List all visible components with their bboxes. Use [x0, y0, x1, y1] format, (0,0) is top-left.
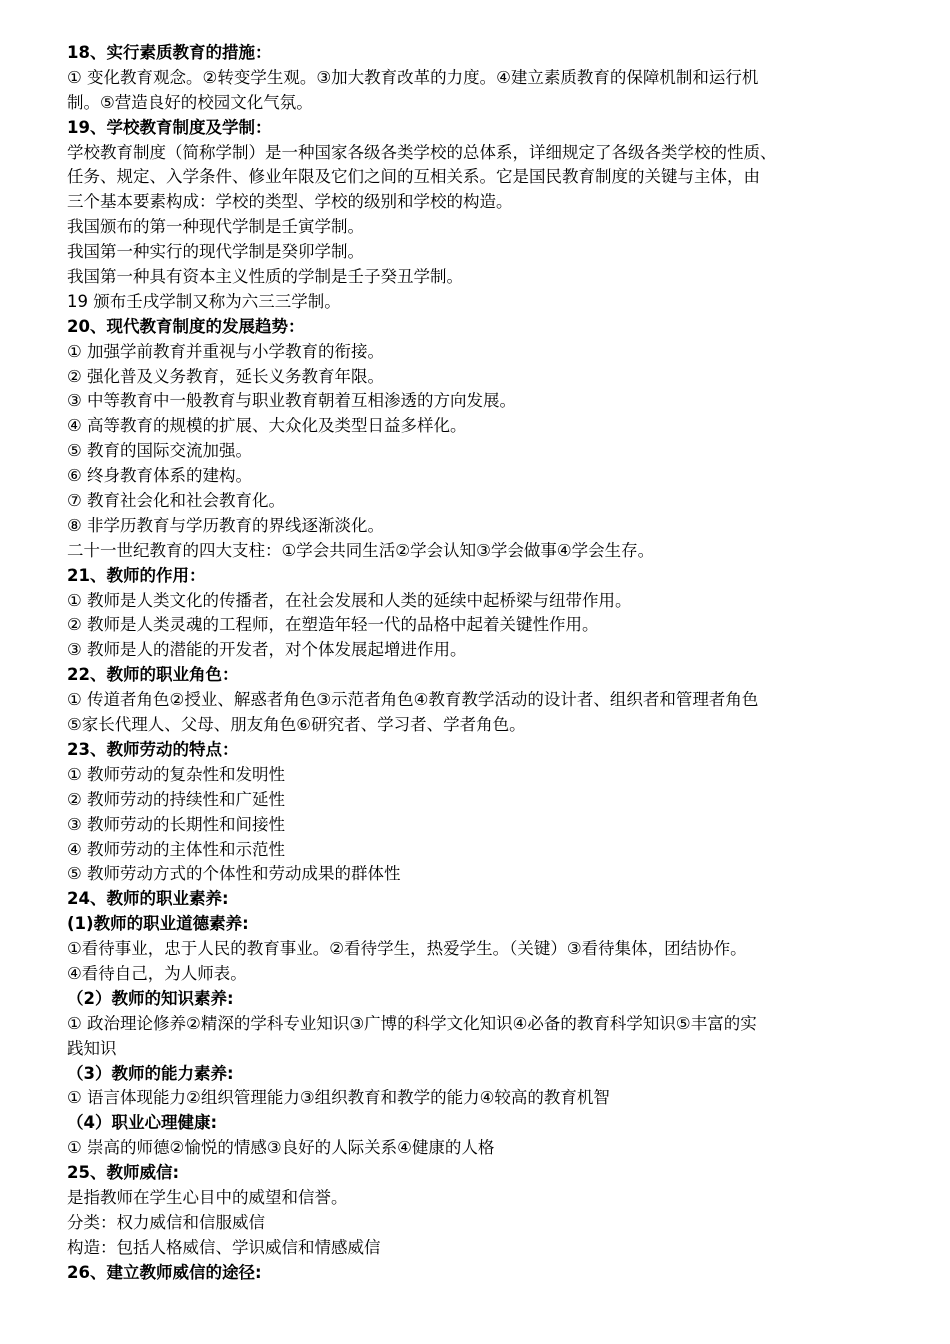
text-line: ④看待自己，为人师表。 — [67, 963, 247, 983]
text-line: ② 教师是人类灵魂的工程师，在塑造年轻一代的品格中起着关键性作用。 — [67, 615, 599, 635]
text-line: ① 加强学前教育并重视与小学教育的衔接。 — [67, 341, 385, 361]
text-line: ① 语言体现能力②组织管理能力③组织教育和教学的能力④较高的教育机智 — [67, 1088, 610, 1108]
text-line: ③ 教师是人的潜能的开发者，对个体发展起增进作用。 — [67, 640, 467, 660]
text-line: ① 变化教育观念。②转变学生观。③加大教育改革的力度。④建立素质教育的保障机制和运行机 — [67, 67, 759, 87]
section-heading: （4）职业心理健康: — [67, 1113, 218, 1133]
text-line: 二十一世纪教育的四大支柱：①学会共同生活②学会认知③学会做事④学会生存。 — [67, 540, 655, 560]
text-line: ⑤ 教师劳动方式的个体性和劳动成果的群体性 — [67, 864, 401, 884]
section-heading: 23、教师劳动的特点： — [67, 739, 239, 759]
text-line: 制。⑤营造良好的校园文化气氛。 — [67, 92, 313, 112]
text-line: ④ 教师劳动的主体性和示范性 — [67, 839, 286, 859]
section-heading: (1)教师的职业道德素养: — [67, 914, 249, 934]
section-heading: 20、现代教育制度的发展趋势： — [67, 316, 305, 336]
text-line: 任务、规定、入学条件、修业年限及它们之间的互相关系。它是国民教育制度的关键与主体，由 — [67, 167, 760, 187]
section-heading: 25、教师威信: — [67, 1163, 180, 1183]
text-line: ① 政治理论修养②精深的学科专业知识③广博的科学文化知识④必备的教育科学知识⑤丰富的实 — [67, 1013, 757, 1033]
text-line: ⑧ 非学历教育与学历教育的界线逐渐淡化。 — [67, 515, 385, 535]
section-heading: 26、建立教师威信的途径: — [67, 1262, 262, 1282]
section-heading: （2）教师的知识素养: — [67, 988, 234, 1008]
text-line: ① 教师劳动的复杂性和发明性 — [67, 764, 286, 784]
document-page — [67, 41, 897, 1286]
text-line: ① 传道者角色②授业、解惑者角色③示范者角色④教育教学活动的设计者、组织者和管理者角色 — [67, 690, 759, 710]
text-line: ③ 中等教育中一般教育与职业教育朝着互相渗透的方向发展。 — [67, 391, 517, 411]
text-line: 三个基本要素构成：学校的类型、学校的级别和学校的构造。 — [67, 192, 513, 212]
text-line: 我国第一种实行的现代学制是癸卯学制。 — [67, 242, 364, 262]
section-heading: 18、实行素质教育的措施： — [67, 43, 272, 62]
text-line: ① 崇高的师德②愉悦的情感③良好的人际关系④健康的人格 — [67, 1138, 495, 1158]
text-line: ② 强化普及义务教育，延长义务教育年限。 — [67, 366, 385, 386]
section-heading: 21、教师的作用： — [67, 565, 206, 585]
section-heading: （3）教师的能力素养: — [67, 1063, 234, 1083]
text-line: ③ 教师劳动的长期性和间接性 — [67, 814, 286, 834]
text-line: ⑥ 终身教育体系的建构。 — [67, 466, 253, 486]
text-line: 19 颁布壬戌学制又称为六三三学制。 — [67, 291, 341, 311]
text-line: 构造：包括人格威信、学识威信和情感威信 — [67, 1237, 381, 1257]
text-line: 分类：权力威信和信服威信 — [67, 1212, 265, 1232]
section-heading: 24、教师的职业素养: — [67, 889, 229, 909]
text-line: ② 教师劳动的持续性和广延性 — [67, 789, 286, 809]
text-line: 是指教师在学生心目中的威望和信誉。 — [67, 1187, 348, 1207]
section-heading: 22、教师的职业角色： — [67, 665, 239, 685]
text-line: ⑦ 教育社会化和社会教育化。 — [67, 491, 286, 511]
text-line: ⑤ 教育的国际交流加强。 — [67, 441, 253, 461]
text-line: ① 教师是人类文化的传播者，在社会发展和人类的延续中起桥梁与纽带作用。 — [67, 590, 632, 610]
section-heading: 19、学校教育制度及学制： — [67, 117, 272, 137]
text-line: ①看待事业，忠于人民的教育事业。②看待学生，热爱学生。（关键）③看待集体，团结协作。 — [67, 939, 747, 959]
text-line: 我国颁布的第一种现代学制是壬寅学制。 — [67, 217, 364, 237]
text-line: ⑤家长代理人、父母、朋友角色⑥研究者、学习者、学者角色。 — [67, 715, 526, 735]
text-line: ④ 高等教育的规模的扩展、大众化及类型日益多样化。 — [67, 416, 467, 436]
text-line: 学校教育制度（简称学制）是一种国家各级各类学校的总体系，详细规定了各级各类学校的性质、 — [67, 142, 777, 162]
text-line: 我国第一种具有资本主义性质的学制是壬子癸丑学制。 — [67, 267, 463, 287]
text-line: 践知识 — [67, 1038, 117, 1058]
